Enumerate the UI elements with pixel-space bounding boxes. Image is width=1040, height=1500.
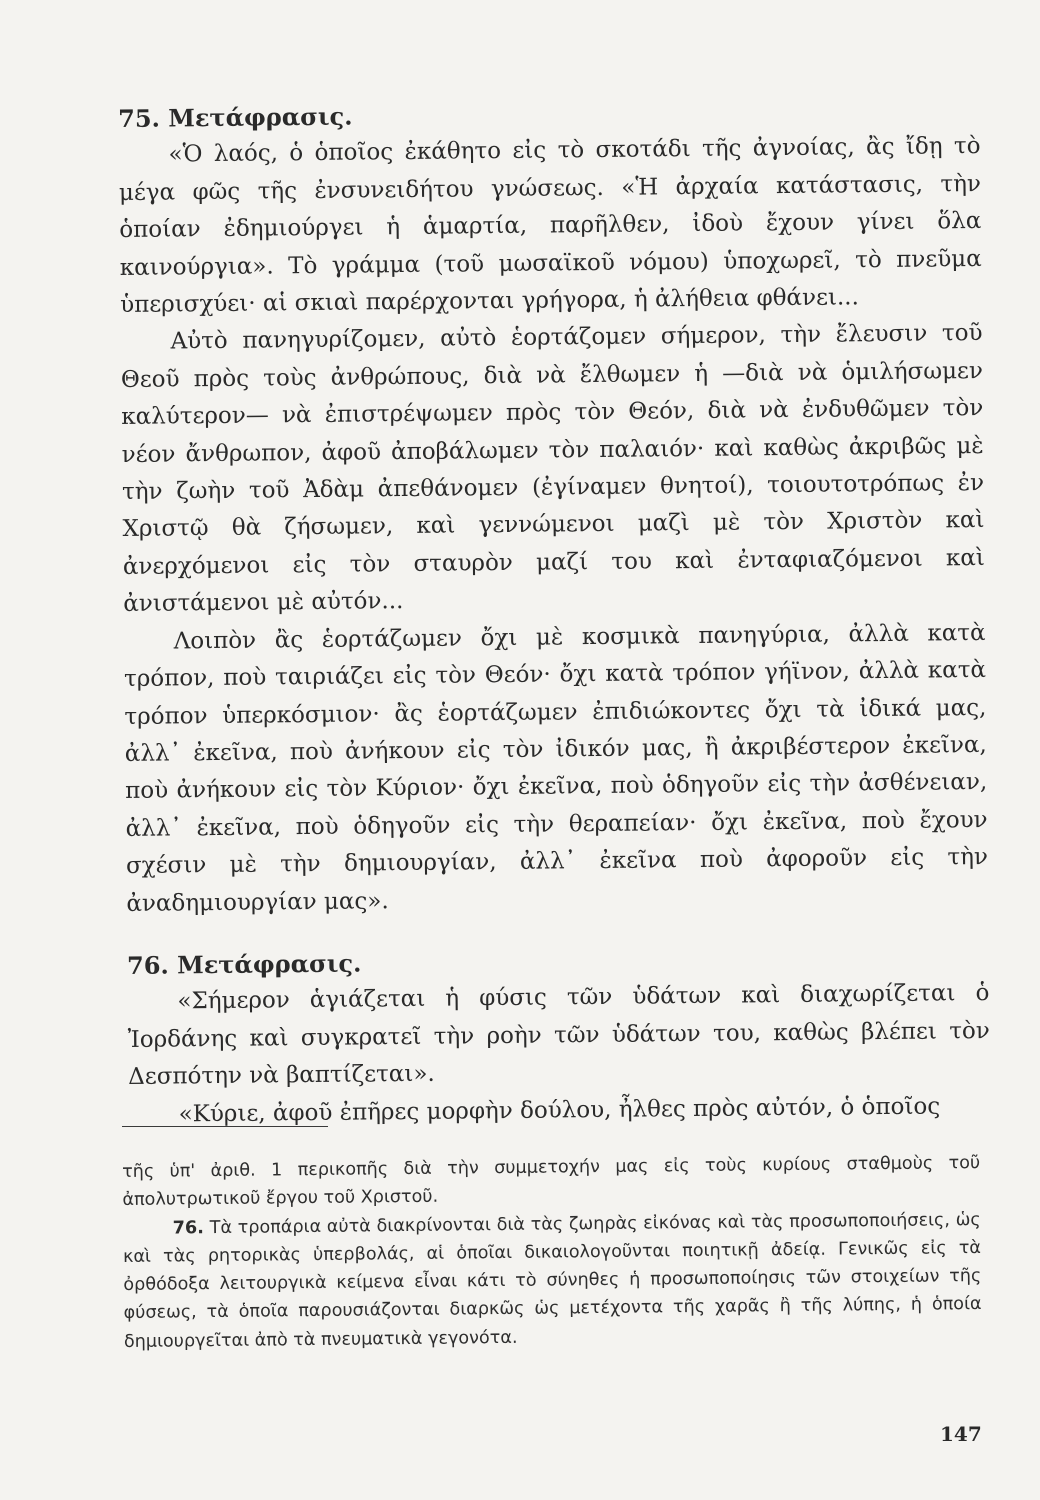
footnotes — [122, 1149, 982, 1356]
section-75-paragraph-3: Λοιπὸν ἂς ἑορτάζωμεν ὄχι μὲ κοσμικὰ πανηγύρια, ἀλλὰ κατὰ τρόπον, ποὺ ταιριάζει εἰς τὸν Θεόν· ὄχι κατὰ τρόπον γήϊνον, ἀλλὰ κατὰ τρόπον ὑπερκόσμιον· ἂς ἑορτάζωμεν ἐπιδιώκοντες ὄχι τὰ ἰδικά μας, ἀλλ᾽ ἐκεῖνα, ποὺ ἀνήκουν εἰς τὸν ἰδικόν μας, ἢ ἀκριβέστερον ἐκεῖνα, ποὺ ἀνήκουν εἰς τὸν Κύριον· ὄχι ἐκεῖνα, ποὺ ὁδηγοῦν εἰς τὴν ἀσθένειαν, ἀλλ᾽ ἐκεῖνα, ποὺ ὁδηγοῦν εἰς τὴν θεραπείαν· ὄχι ἐκεῖνα, ποὺ ἔχουν σχέσιν μὲ τὴν δημιουργίαν, ἀλλ᾽ ἐκεῖνα ποὺ ἀφοροῦν εἰς τὴν ἀναδημιουργίαν μας». — [123, 619, 989, 917]
footnote-76 — [123, 1206, 982, 1356]
footnote-76-number: 76. — [172, 1217, 205, 1239]
footnote-76-text: Τὰ τροπάρια αὐτὰ διακρίνονται διὰ τὰς ζωηρὰς εἰκόνας καὶ τὰς προσωποποιήσεις, ὡς καὶ τὰς ρητορικὰς ὑπερβολάς, αἱ ὁποῖαι δικαιολογοῦνται ποιητικῇ ἀδείᾳ. Γενικῶς εἰς τὰ ὀρθόδοξα λειτουργικὰ κείμενα εἶναι κάτι τὸ σύνηθες ἡ προσωποποίησις τῶν στοιχείων τῆς φύσεως, τὰ ὁποῖα παρουσιάζονται διαρκῶς ὡς μετέχοντα τῆς χαρᾶς ἢ τῆς λύπης, ἡ ὁποία δημιουργεῖται ἀπὸ τὰ πνευματικὰ γεγονότα. — [122, 1209, 982, 1352]
footnote-continuation: τῆς ὑπ' ἀριθ. 1 περικοπῆς διὰ τὴν συμμετοχήν μας εἰς τοὺς κυρίους σταθμοὺς τοῦ ἀπολυτρωτικοῦ ἔργου τοῦ Χριστοῦ. — [122, 1153, 981, 1211]
footnote-divider — [122, 1126, 328, 1127]
section-76-paragraph-2: «Κύριε, ἀφοῦ ἐπῆρες μορφὴν δούλου, ἦλθες πρὸς αὐτόν, ὁ ὁποῖος — [178, 1093, 941, 1127]
page-number: 147 — [940, 1422, 982, 1446]
section-76-heading: 76. Μετάφρασις. — [126, 948, 362, 980]
main-text — [118, 91, 991, 1134]
section-75-paragraph-1: «Ὁ λαός, ὁ ὁποῖος ἐκάθητο εἰς τὸ σκοτάδι τῆς ἀγνοίας, ἂς ἴδῃ τὸ μέγα φῶς τῆς ἐνσυνειδήτου γνώσεως. «Ἡ ἀρχαία κατάστασις, τὴν ὁποίαν ἐδημιούργει ἡ ἁμαρτία, παρῆλθεν, ἰδοὺ ἔχουν γίνει ὅλα καινούργια». Τὸ γράμμα (τοῦ μωσαϊκοῦ νόμου) ὑποχωρεῖ, τὸ πνεῦμα ὑπερισχύει· αἱ σκιαὶ παρέρχονται γρήγορα, ἡ ἀλήθεια φθάνει... — [118, 133, 982, 319]
section-75-paragraph-2: Αὐτὸ πανηγυρίζομεν, αὐτὸ ἑορτάζομεν σήμερον, τὴν ἔλευσιν τοῦ Θεοῦ πρὸς τοὺς ἀνθρώπους, διὰ νὰ ἔλθωμεν ἡ —διὰ νὰ ὁμιλήσωμεν καλύτερον— νὰ ἐπιστρέψωμεν πρὸς τὸν Θεόν, διὰ νὰ ἐνδυθῶμεν τὸν νέον ἄνθρωπον, ἀφοῦ ἀποβάλωμεν τὸν παλαιόν· καὶ καθὼς ἀκριβῶς μὲ τὴν ζωὴν τοῦ Ἀδὰμ ἀπεθάνομεν (ἐγίναμεν θνητοί), τοιουτοτρόπως ἐν Χριστῷ θὰ ζήσωμεν, καὶ γεννώμενοι μαζὶ μὲ τὸν Χριστὸν καὶ ἀνερχόμενοι εἰς τὸν σταυρὸν μαζί του καὶ ἐνταφιαζόμενοι καὶ ἀνιστάμενοι μὲ αὐτόν... — [120, 320, 985, 618]
section-75-heading: 75. Μετάφρασις. — [118, 101, 353, 133]
section-76-paragraph-1: «Σήμερον ἁγιάζεται ἡ φύσις τῶν ὑδάτων καὶ διαχωρίζεται ὁ Ἰορδάνης καὶ συγκρατεῖ τὴν ροὴν τῶν ὑδάτων του, καθὼς βλέπει τὸν Δεσπότην νὰ βαπτίζεται». — [127, 980, 990, 1091]
